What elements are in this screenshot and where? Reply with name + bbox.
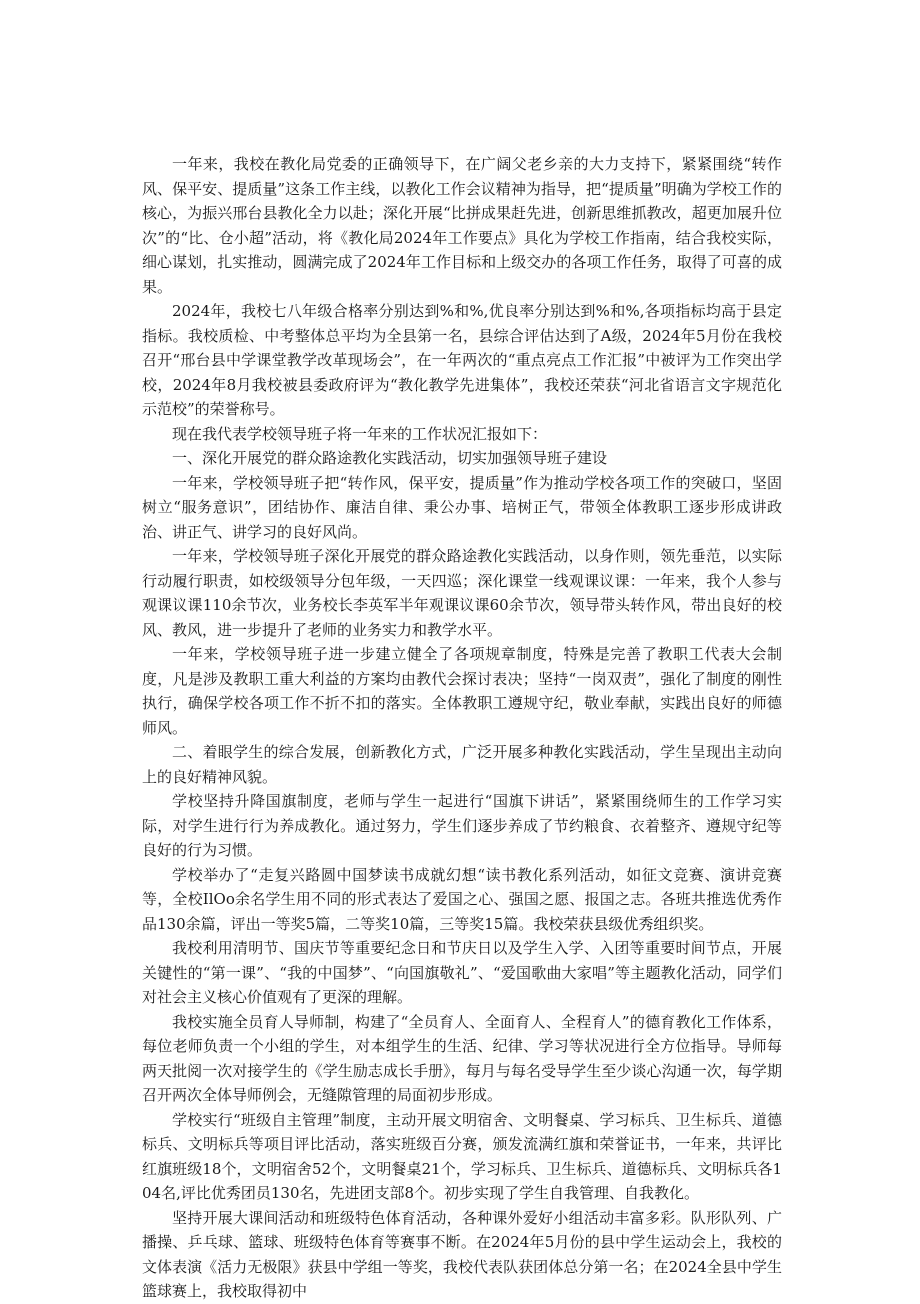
paragraph-report-intro: 现在我代表学校领导班子将一年来的工作状况汇报如下： [172, 424, 548, 443]
section-heading-1: 一、深化开展党的群众路途教化实践活动，切实加强领导班子建设 [172, 449, 608, 467]
paragraph-leadership-practice: 一年来，学校领导班子深化开展党的群众路途教化实践活动，以身作则，领先垂范，以实际行动履行职责，如校级领导分包年级，一天四巡；深化课堂一线观课议课：一年来，我个人参与观课议课110余节次，业务校长李英军半年观课议课60余节次，领导带头转作风，带出良好的校风、教风，进一步提升了老师的业务实力和教学水平。 [142, 547, 782, 639]
paragraph-achievements: 2024年，我校七八年级合格率分别达到%和%,优良率分别达到%和%,各项指标均高于县定指标。我校质检、中考整体总平均为全县第一名，县综合评估达到了A级，2024年5月份在我校召开“邢台县中学课堂教学改革现场会”，在一年两次的“重点亮点工作汇报”中被评为工作突出学校，2024年8月我校被县委政府评为“教化教学先进集体”，我校还荣获“河北省语言文字规范化示范校”的荣誉称号。 [142, 302, 782, 418]
paragraph-class-management: 学校实行“班级自主管理”制度，主动开展文明宿舍、文明餐桌、学习标兵、卫生标兵、道德标兵、文明标兵等项目评比活动，落实班级百分赛，颁发流满红旗和荣誉证书，一年来，共评比红旗班级18个，文明宿舍52个，文明餐桌21个，学习标兵、卫生标兵、道德标兵、文明标兵各104名,评比优秀团员130名，先进团支部8个。初步实现了学生自我管理、自我教化。 [142, 1110, 782, 1202]
paragraph-leadership-style: 一年来，学校领导班子把“转作风，保平安，提质量”作为推动学校各项工作的突破口，坚固树立“服务意识”，团结协作、廉洁自律、秉公办事、培树正气，带领全体教职工逐步形成讲政治、讲正气、讲学习的良好风尚。 [142, 473, 782, 541]
paragraph-flag-ceremony: 学校坚持升降国旗制度，老师与学生一起进行“国旗下讲话”，紧紧围绕师生的工作学习实际，对学生进行行为养成教化。通过努力，学生们逐步养成了节约粮食、衣着整齐、遵规守纪等良好的行为习惯。 [142, 792, 782, 859]
paragraph-festival-activities: 我校利用清明节、国庆节等重要纪念日和节庆日以及学生入学、入团等重要时间节点，开展关键性的“第一课”、“我的中国梦”、“向国旗敬礼”、“爱国歌曲大家唱”等主题教化活动，同学们对社会主义核心价值观有了更深的理解。 [142, 939, 782, 1006]
paragraph-mentor-system: 我校实施全员育人导师制，构建了“全员育人、全面育人、全程育人”的德育教化工作体系，每位老师负责一个小组的学生，对本组学生的生活、纪律、学习等状况进行全方位指导。导师每两天批阅一次对接学生的《学生励志成长手册》，每月与每名受导学生至少谈心沟通一次，每学期召开两次全体导师例会，无缝隙管理的局面初步形成。 [142, 1012, 782, 1104]
section-heading-2: 二、着眼学生的综合发展，创新教化方式，广泛开展多种教化实践活动，学生呈现出主动向上的良好精神风貌。 [142, 743, 782, 786]
paragraph-rules-system: 一年来，学校领导班子进一步建立健全了各项规章制度，特殊是完善了教职工代表大会制度，凡是涉及教职工重大利益的方案均由教代会探讨表决；坚持“一岗双责”，强化了制度的刚性执行，确保学校各项工作不折不扣的落实。全体教职工遵规守纪，敬业奉献，实践出良好的师德师风。 [142, 645, 782, 737]
document-body [142, 152, 782, 1304]
paragraph-reading-activity: 学校举办了“走复兴路圆中国梦读书成就幻想“读书教化系列活动，如征文竞赛、演讲竞赛等，全校IlOo余名学生用不同的形式表达了爱国之心、强国之愿、报国之志。各班共推选优秀作品130余篇，评出一等奖5篇，二等奖10篇，三等奖15篇。我校荣获县级优秀组织奖。 [142, 865, 782, 933]
paragraph-intro: 一年来，我校在教化局党委的正确领导下，在广阔父老乡亲的大力支持下，紧紧围绕“转作风、保平安、提质量”这条工作主线，以教化工作会议精神为指导，把“提质量”明确为学校工作的核心，为振兴邢台县教化全力以赴；深化开展“比拼成果赶先进，创新思维抓教改，超更加展升位次”的“比、仓小超”活动，将《教化局2024年工作要点》具化为学校工作指南，结合我校实际，细心谋划，扎实推动，圆满完成了2024年工作目标和上级交办的各项工作任务，取得了可喜的成果。 [142, 155, 782, 296]
paragraph-sports-activities: 坚持开展大课间活动和班级特色体育活动，各种课外爱好小组活动丰富多彩。队形队列、广播操、乒乓球、篮球、班级特色体育等赛事不断。在2024年5月份的县中学生运动会上，我校的文体表演《活力无极限》获县中学组一等奖，我校代表队获团体总分第一名；在2024全县中学生篮球赛上，我校取得初中 [142, 1208, 782, 1300]
